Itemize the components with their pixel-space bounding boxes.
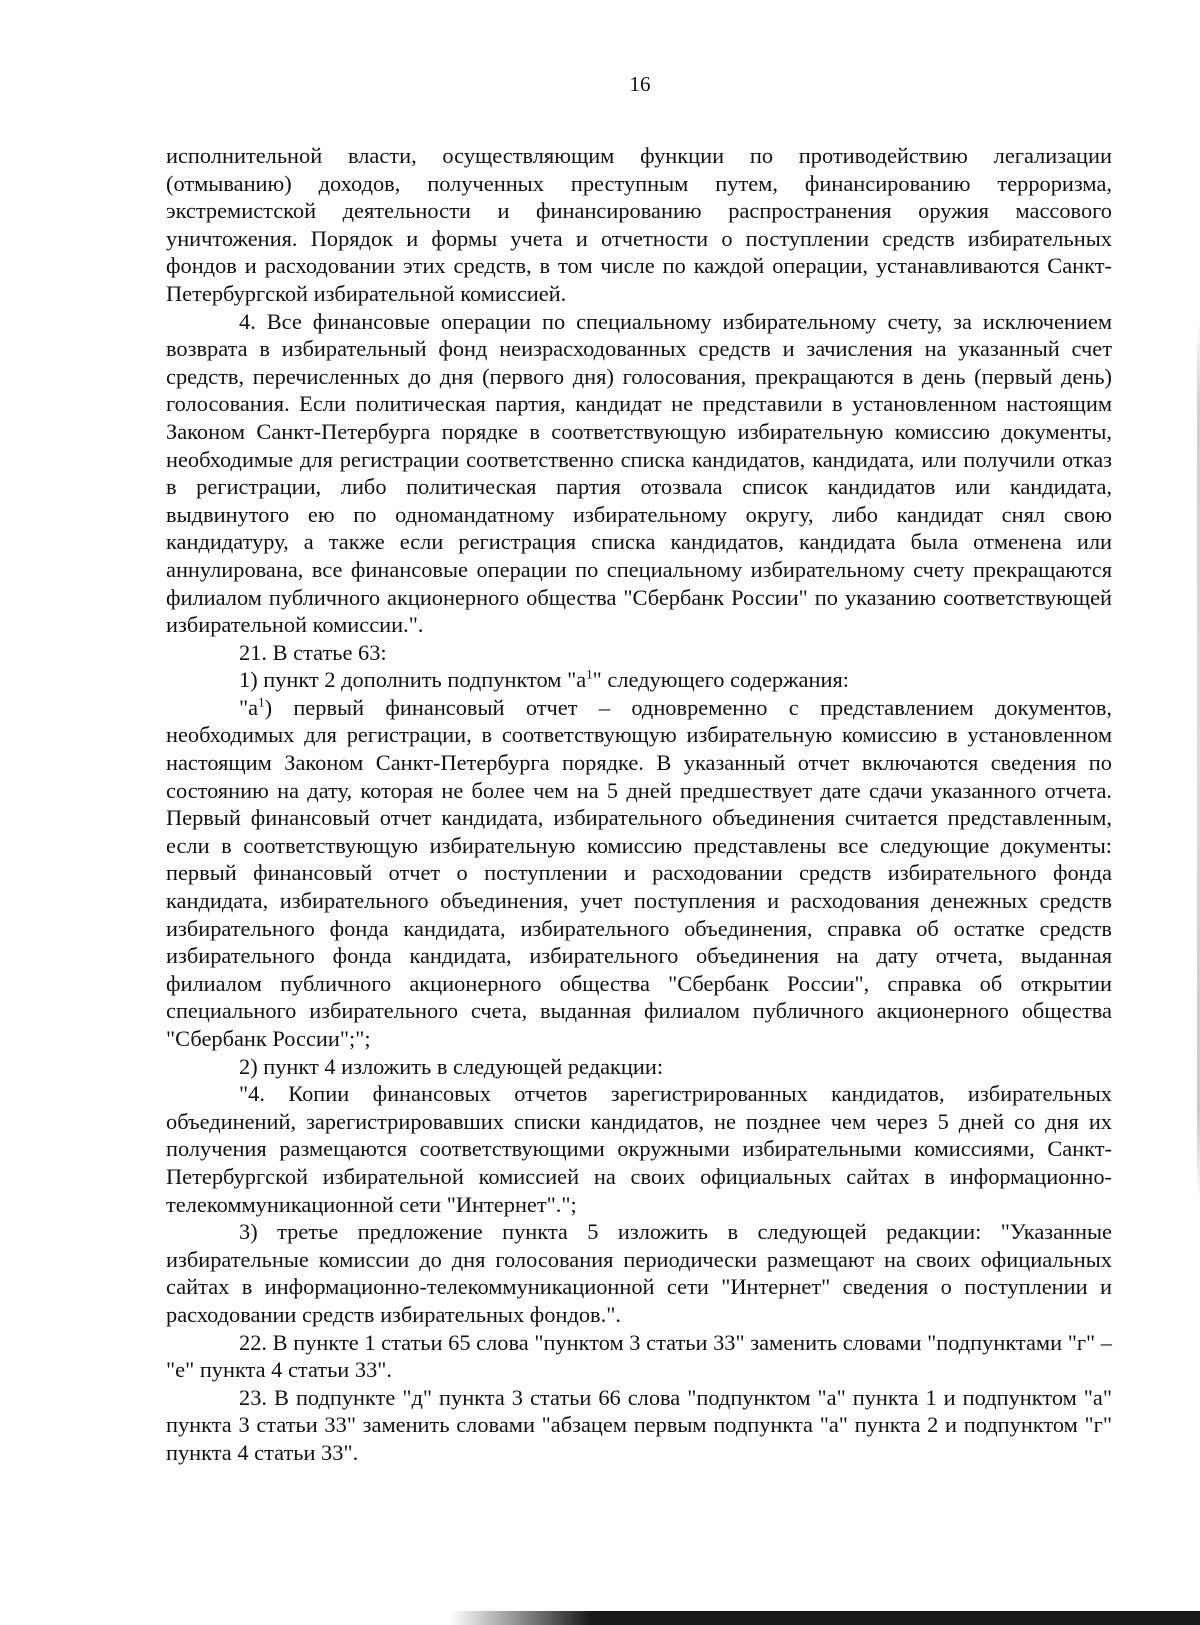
paragraph-item-4-new: "4. Копии финансовых отчетов зарегистрированных кандидатов, избирательных объединений, зарегистрировавших списки кандидатов, не позднее чем через 5 дней со дня их получения размещаются соответствующими окружными избирательными комиссиями, Санкт-Петербургской избирательной комиссией на своих официальных сайтах в информационно-телекоммуникационной сети "Интернет".";: [166, 1081, 1112, 1217]
paragraph-subitem-3: 3) третье предложение пункта 5 изложить в следующей редакции: "Указанные избирательные комиссии до дня голосования периодически размещают на своих официальных сайтах в информационно-телекоммуникационной сети "Интернет" сведения о поступлении и расходовании средств избирательных фондов.".: [166, 1219, 1112, 1327]
text-fragment: ) первый финансовый отчет – одновременно с представлением документов, необходимых для регистрации, в соответствующую избирательную комиссию в установленном настоящим Законом Санкт-Петербурга порядке. В указанный отчет включаются сведения по состоянию на дату, которая не более чем на 5 дней предшествует дате сдачи указанного отчета. Первый финансовый отчет кандидата, избирательного объединения считается представленным, если в соответствующую избирательную комиссию представлены все следующие документы: первый финансовый отчет о поступлении и расходовании средств избирательного фонда кандидата, избирательного объединения, учет поступления и расходования денежных средств избирательного фонда кандидата, избирательного объединения, справка об остатке средств избирательного фонда кандидата, избирательного объединения на дату отчета, выданная филиалом публичного акционерного общества "Сбербанк России", справка об открытии специального избирательного счета, выданная филиалом публичного акционерного общества "Сбербанк России";";: [166, 694, 1112, 1051]
paragraph-item-4: 4. Все финансовые операции по специальному избирательному счету, за исключением возврата в избирательный фонд неизрасходованных средств и зачисления на указанный счет средств, перечисленных до дня (первого дня) голосования, прекращаются в день (первый день) голосования. Если политическая партия, кандидат не представили в установленном настоящим Законом Санкт-Петербурга порядке в соответствующую избирательную комиссию документы, необходимые для регистрации соответственно списка кандидатов, кандидата, или получили отказ в регистрации, либо политическая партия отозвала список кандидатов или кандидата, выдвинутого ею по одномандатному избирательному округу, либо кандидат снял свою кандидатуру, а также если регистрация списка кандидатов, кандидата была отменена или аннулирована, все финансовые операции по специальному избирательному счету прекращаются филиалом публичного акционерного общества "Сбербанк России" по указанию соответствующей избирательной комиссии.".: [166, 308, 1112, 638]
scan-edge-bottom: [590, 1611, 1200, 1625]
text-fragment: 1) пункт 2 дополнить подпунктом "а: [239, 667, 587, 693]
paragraph-continuation: исполнительной власти, осуществляющим функции по противодействию легализации (отмыванию) доходов, полученных преступным путем, финансированию терроризма, экстремистской деятельности и финансированию распространения оружия массового уничтожения. Порядок и формы учета и отчетности о поступлении средств избирательных фондов и расходовании этих средств, в том числе по каждой операции, устанавливаются Санкт-Петербургской избирательной комиссией.: [166, 143, 1112, 306]
superscript: 1: [258, 694, 265, 710]
text-fragment: "а: [239, 694, 259, 720]
paragraph-subitem-2: 2) пункт 4 изложить в следующей редакции:: [239, 1053, 664, 1079]
paragraph-item-22: 22. В пункте 1 статьи 65 слова "пунктом 3 статьи 33" заменить словами "подпунктами "г" – "е" пункта 4 статьи 33".: [166, 1329, 1112, 1383]
paragraph-subitem-1: [166, 666, 1112, 694]
paragraph-item-21: 21. В статье 63:: [239, 639, 387, 665]
paragraph-item-23: 23. В подпункте "д" пункта 3 статьи 66 слова "подпунктом "а" пункта 1 и подпунктом "а" пункта 3 статьи 33" заменить словами "абзацем первым подпункта "а" пункта 2 и подпунктом "г" пункта 4 статьи 33".: [166, 1384, 1112, 1465]
document-body: [166, 142, 1112, 1467]
text-fragment: " следующего содержания:: [592, 667, 849, 693]
superscript: 1: [586, 666, 593, 682]
scan-edge-bottom-fade: [450, 1611, 590, 1625]
paragraph-subitem-a1: [166, 694, 1112, 1053]
page-number: 16: [629, 72, 651, 96]
